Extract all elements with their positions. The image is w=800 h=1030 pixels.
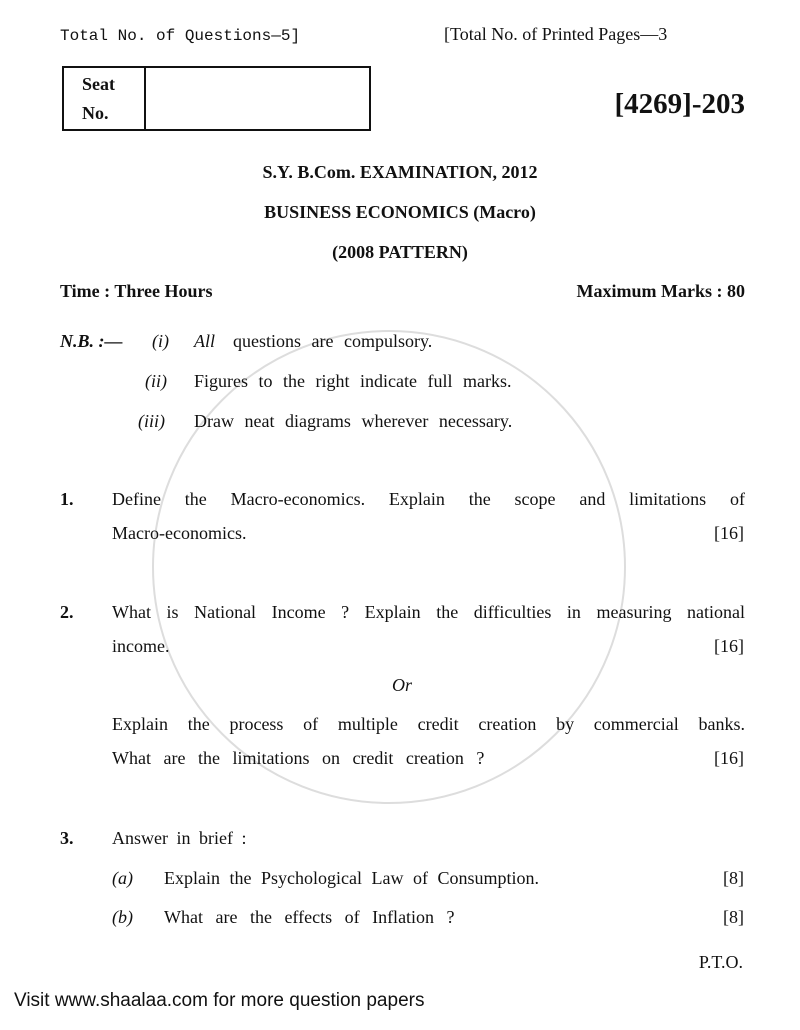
question-text: Explain the process of multiple credit creation by commercial banks.	[112, 714, 745, 734]
seat-number-box	[62, 66, 371, 131]
paper-code: [4269]-203	[614, 88, 745, 120]
sub-question-text: Explain the Psychological Law of Consumption.	[164, 868, 539, 888]
question-number: 3.	[60, 828, 74, 848]
question-marks: [8]	[723, 907, 744, 927]
footer-link[interactable]: Visit www.shaalaa.com for more question papers	[14, 990, 425, 1011]
nb-label: N.B. :—	[60, 331, 123, 351]
total-questions: Total No. of Questions—5]	[60, 27, 301, 45]
question-marks: [16]	[714, 636, 744, 656]
nb-item-text: Figures to the right indicate full marks.	[194, 371, 512, 391]
question-text: What is National Income ? Explain the difficulties in measuring national	[112, 602, 745, 622]
seat-no-label: No.	[82, 103, 109, 123]
nb-item-num: (iii)	[138, 411, 165, 431]
nb-item-text: questions are compulsory.	[233, 331, 433, 351]
sub-question-number: (b)	[112, 907, 133, 927]
question-marks: [16]	[714, 523, 744, 543]
nb-item-num: (i)	[152, 331, 169, 351]
question-marks: [8]	[723, 868, 744, 888]
nb-item-lead: All	[194, 331, 215, 351]
seat-box-divider	[144, 68, 146, 129]
question-text: Macro-economics.	[112, 523, 247, 543]
or-separator: Or	[392, 675, 413, 695]
exam-title: S.Y. B.Com. EXAMINATION, 2012	[262, 162, 538, 182]
maximum-marks: Maximum Marks : 80	[576, 281, 745, 301]
nb-item-num: (ii)	[145, 371, 167, 391]
question-number: 1.	[60, 489, 74, 509]
subject-title: BUSINESS ECONOMICS (Macro)	[264, 202, 536, 222]
question-number: 2.	[60, 602, 74, 622]
pattern-title: (2008 PATTERN)	[332, 242, 468, 262]
question-text: Define the Macro-economics. Explain the scope and limitations of	[112, 489, 745, 509]
total-pages: [Total No. of Printed Pages—3	[444, 24, 668, 44]
sub-question-number: (a)	[112, 868, 133, 888]
question-text: income.	[112, 636, 170, 656]
question-text: Answer in brief :	[112, 828, 247, 848]
nb-item-text: Draw neat diagrams wherever necessary.	[194, 411, 513, 431]
question-text: What are the limitations on credit creation ?	[112, 748, 485, 768]
pto: P.T.O.	[698, 952, 743, 972]
sub-question-text: What are the effects of Inflation ?	[164, 907, 455, 927]
seat-label: Seat	[82, 74, 115, 94]
time-allowed: Time : Three Hours	[60, 281, 213, 301]
question-marks: [16]	[714, 748, 744, 768]
